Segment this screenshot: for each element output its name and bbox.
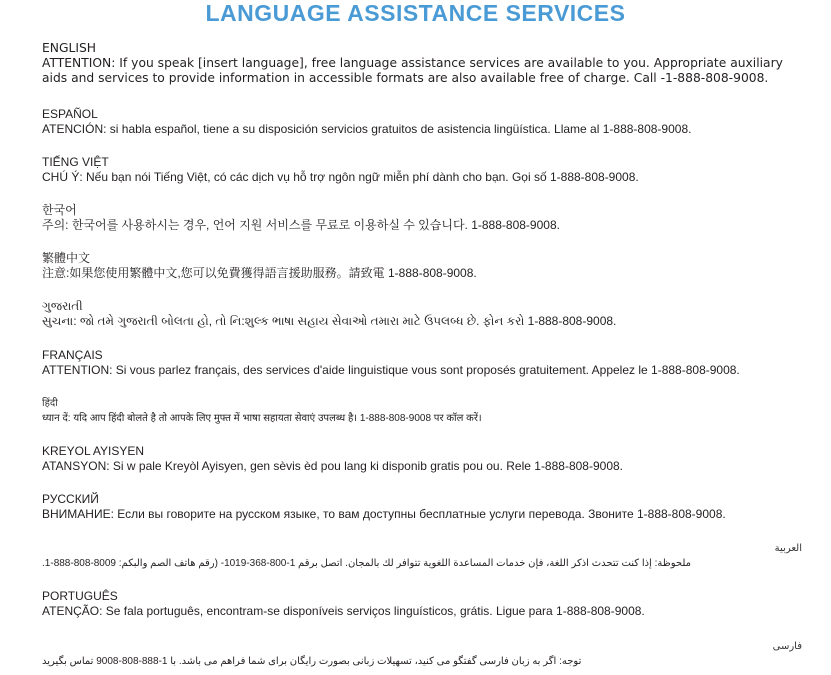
section-text: ATENCIÓN: si habla español, tiene a su disposición servicios gratuitos de asistencia lingüística. Llame al 1-888-808-9008. bbox=[42, 122, 692, 136]
section-text: 注意:如果您使用繁體中文,您可以免費獲得語言援助服務。請致電 1-888-808-9008. bbox=[42, 266, 477, 280]
section-portuguese bbox=[42, 589, 802, 619]
section-vietnamese bbox=[42, 155, 802, 185]
section-text: توجه: اگر به زبان فارسی گفتگو می کنید، تسهیلات زبانی بصورت رایگان برای شما فراهم می باشد. با 1-888-808-9008 تماس بگیرید bbox=[42, 656, 582, 667]
section-heading: FRANÇAIS bbox=[42, 348, 103, 362]
section-heading: हिंदी bbox=[42, 398, 58, 409]
section-heading: فارسی bbox=[772, 641, 802, 652]
section-text: સુચના: જો તમે ગુજરાતી બોલતા હો, તો નિ:શુલ્ક ભાષા સહાય સેવાઓ તમારા માટે ઉપલબ્ધ છે. ફોન કરો 1-888-808-9008. bbox=[42, 314, 617, 328]
section-heading: العربية bbox=[774, 543, 802, 554]
section-russian bbox=[42, 492, 802, 522]
section-heading: ESPAÑOL bbox=[42, 107, 98, 121]
section-text: ملحوظة: إذا كنت تتحدث اذكر اللغة، فإن خدمات المساعدة اللغوية تتوافر لك بالمجان. اتصل برقم 1-800-368-1019- (رقم هاتف الصم والبكم: 8009-808-888-1. bbox=[42, 558, 691, 569]
section-text: ATTENTION: Si vous parlez français, des services d'aide linguistique vous sont proposés gratuitement. Appelez le 1-888-808-9008. bbox=[42, 363, 740, 377]
section-korean bbox=[42, 203, 802, 233]
section-farsi bbox=[42, 639, 802, 669]
section-text: ATANSYON: Si w pale Kreyòl Ayisyen, gen sèvis èd pou lang ki disponib gratis pou ou. Rele 1-888-808-9008. bbox=[42, 459, 623, 473]
section-arabic bbox=[42, 541, 802, 571]
section-french bbox=[42, 348, 802, 378]
section-heading: KREYOL AYISYEN bbox=[42, 444, 145, 458]
section-heading: PORTUGUÊS bbox=[42, 589, 118, 603]
section-heading: ગુજરાતી bbox=[42, 299, 83, 313]
section-spanish bbox=[42, 107, 802, 137]
section-text: 주의: 한국어를 사용하시는 경우, 언어 지원 서비스를 무료로 이용하실 수 있습니다. 1-888-808-9008. bbox=[42, 218, 560, 232]
section-heading: ENGLISH bbox=[42, 41, 97, 55]
section-heading: 한국어 bbox=[42, 203, 77, 217]
section-chinese bbox=[42, 251, 802, 281]
page-title: LANGUAGE ASSISTANCE SERVICES bbox=[205, 0, 626, 26]
section-heading: РУССКИЙ bbox=[42, 492, 99, 506]
section-english bbox=[42, 41, 802, 86]
section-text: ध्यान दें: यदि आप हिंदी बोलते है तो आपके लिए मुफ्त में भाषा सहायता सेवाएं उपलब्ध है। 1-888-808-9008 पर कॉल करें। bbox=[42, 413, 482, 424]
section-hindi bbox=[42, 396, 802, 426]
section-gujarati bbox=[42, 299, 802, 329]
section-text: ВНИМАНИЕ: Если вы говорите на русском языке, то вам доступны бесплатные услуги перевода. Звоните 1-888-808-9008. bbox=[42, 507, 726, 521]
section-text: ATENÇÃO: Se fala português, encontram-se disponíveis serviços linguísticos, grátis. Ligue para 1-888-808-9008. bbox=[42, 604, 645, 618]
section-text: CHÚ Ý: Nếu bạn nói Tiếng Việt, có các dịch vụ hỗ trợ ngôn ngữ miễn phí dành cho bạn. Gọi số 1-888-808-9008. bbox=[42, 170, 639, 184]
section-heading: 繁體中文 bbox=[42, 251, 91, 265]
section-haitian-creole bbox=[42, 444, 802, 474]
section-heading: TIẾNG VIỆT bbox=[42, 155, 109, 169]
section-text: ATTENTION: If you speak [insert language], free language assistance services are available to you. Appropriate auxiliary aids and services to provide information in accessible formats are also available free of charge. Call -1-888-808-9008. bbox=[42, 56, 783, 85]
